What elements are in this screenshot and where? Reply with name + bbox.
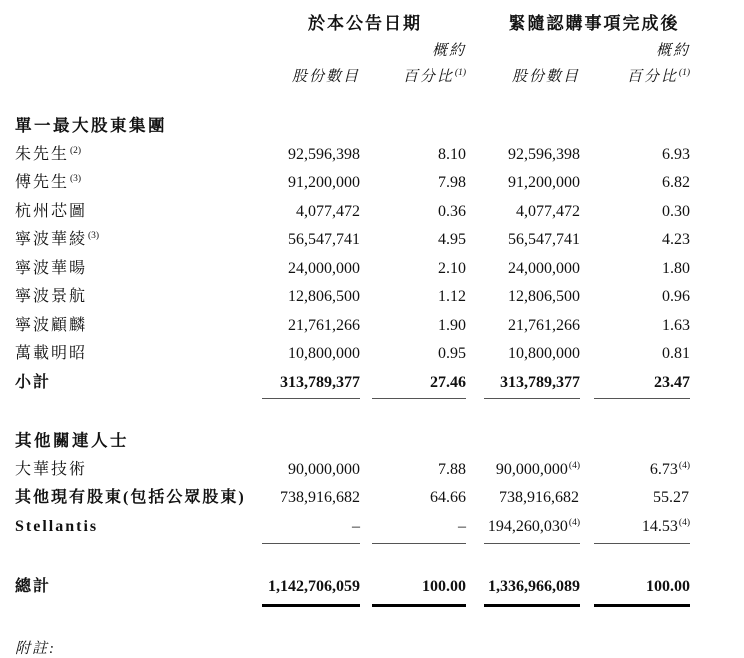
pct-after-cell: 23.47 [594,371,690,400]
shares-after-cell: 10,800,000 [508,345,580,362]
pct-current-cell: 8.10 [438,145,466,163]
group-header-as-at-announcement: 於本公告日期 [308,14,422,33]
shares-current-cell: 10,800,000 [288,345,360,362]
pct-current-cell: 1.12 [438,288,466,305]
table-row-dahua-technology [15,454,744,483]
row-label: 杭州芯圖 [15,202,88,220]
pct-current-cell: 0.36 [438,202,466,220]
pct-current-cell: 27.46 [372,371,466,400]
section-title-other-connected-persons: 其他關連人士 [15,431,129,450]
shares-current-cell: 90,000,000 [288,460,360,478]
shares-current-cell: 21,761,266 [288,316,360,334]
footnote-ref-4: (4) [568,517,580,528]
footnote-ref-4: (4) [678,460,690,471]
footnote-ref-4: (4) [678,517,690,528]
shares-after-cell: 21,761,266 [508,316,580,334]
shares-after-cell: 91,200,000 [508,174,580,191]
table-row-zhu [15,139,744,168]
footnote-ref-1: (1) [454,68,466,78]
approx-label-after: 概約 [655,43,690,59]
row-label: 其他現有股東(包括公眾股東) [15,489,246,506]
approx-label-current: 概約 [431,43,466,59]
pct-current-cell: 100.00 [372,575,466,607]
pct-current-cell: 4.95 [438,231,466,248]
notes-heading: 附註: [15,640,56,657]
pct-current-cell: 1.90 [438,316,466,334]
shares-current-cell: 92,596,398 [288,145,360,163]
pct-current-cell: 0.95 [438,345,466,362]
row-label: 朱先生$^{(2)}$ [15,145,82,163]
subheader-columns-row [15,62,744,88]
shares-current-cell: 56,547,741 [288,231,360,248]
shares-current-cell: 738,916,682 [280,489,360,506]
row-label: 寧波景航 [15,288,88,305]
row-label: 寧波顧麟 [15,316,88,334]
table-row-ningbo-jinghang [15,281,744,310]
shares-header-after: 股份數目 [511,69,580,85]
shares-current-cell: 313,789,377 [262,371,360,400]
subtotal-row [15,371,744,400]
pct-after-cell: 55.27 [653,489,689,506]
shares-after-cell: 12,806,500 [508,288,580,305]
pct-after-cell: 0.30 [662,202,690,220]
total-row [15,575,744,607]
pct-after-cell: 6.73$^{(4)}$ [649,460,690,478]
pct-current-cell: 64.66 [430,489,466,506]
row-label: 傅先生$^{(3)}$ [15,174,82,191]
shares-current-cell: 12,806,500 [288,288,360,305]
label-column-spacer [15,12,260,36]
table-row-hangzhou-xintu [15,196,744,225]
pct-after-cell: 6.82 [662,174,690,191]
pct-after-cell: 0.81 [662,345,690,362]
row-label: 寧波華綾$^{(3)}$ [15,231,100,248]
footnote-ref: (3) [88,231,100,241]
pct-after-cell: 1.63 [662,316,690,334]
pct-after-cell: 14.53$^{(4)}$ [594,511,690,545]
shares-after-cell: 56,547,741 [508,231,580,248]
group-header-after-completion: 緊隨認購事項完成後 [508,14,680,33]
table-row-ningbo-hualing [15,224,744,253]
table-row-wanzai-mingzhao [15,338,744,367]
table-row-other-existing-shareholders [15,482,744,511]
percentage-header-after: 百分比$^{(1)}$ [626,68,690,85]
shares-current-cell: 4,077,472 [296,202,360,220]
section-title-single-largest-shareholder-group: 單一最大股東集團 [15,116,167,135]
row-label: 萬載明昭 [15,345,88,362]
shares-current-cell: – [262,515,360,545]
pct-current-cell: 7.88 [438,460,466,478]
column-group-header-row [15,12,744,36]
table-row-fu [15,167,744,196]
table-row-ningbo-gulin [15,310,744,339]
footnote-ref-4: (4) [568,460,580,471]
pct-after-cell: 6.93 [662,145,690,163]
shares-current-cell: 91,200,000 [288,174,360,191]
pct-after-cell: 4.23 [662,231,690,248]
table-row-stellantis [15,511,744,545]
shares-current-cell: 1,142,706,059 [262,575,360,607]
row-label: 大華技術 [15,460,88,478]
row-label: Stellantis [15,517,99,535]
pct-current-cell: 7.98 [438,174,466,191]
shares-current-cell: 24,000,000 [288,259,360,277]
footnote-ref: (3) [70,174,82,184]
shares-after-cell: 1,336,966,089 [484,575,580,607]
shares-after-cell: 738,916,682 [499,489,579,506]
shares-after-cell: 90,000,000$^{(4)}$ [495,460,580,478]
shares-after-cell: 313,789,377 [484,371,580,400]
shares-after-cell: 24,000,000 [508,259,580,277]
pct-after-cell: 100.00 [594,575,690,607]
pct-after-cell: 1.80 [662,259,690,277]
total-label: 總計 [15,578,52,595]
shares-after-cell: 92,596,398 [508,145,580,163]
pct-current-cell: – [372,515,466,545]
shares-after-cell: 4,077,472 [516,202,580,220]
row-label: 寧波華暘 [15,259,88,277]
subtotal-label: 小計 [15,373,52,391]
footnote-ref-1: (1) [678,68,690,78]
pct-after-cell: 0.96 [662,288,690,305]
footnote-ref: (2) [70,145,82,156]
table-row-ningbo-huayang [15,253,744,282]
subheader-approx-row [15,40,744,62]
percentage-header-current: 百分比$^{(1)}$ [402,68,466,85]
pct-current-cell: 2.10 [438,259,466,277]
shares-after-cell: 194,260,030$^{(4)}$ [484,511,580,545]
shares-header-current: 股份數目 [291,69,360,85]
